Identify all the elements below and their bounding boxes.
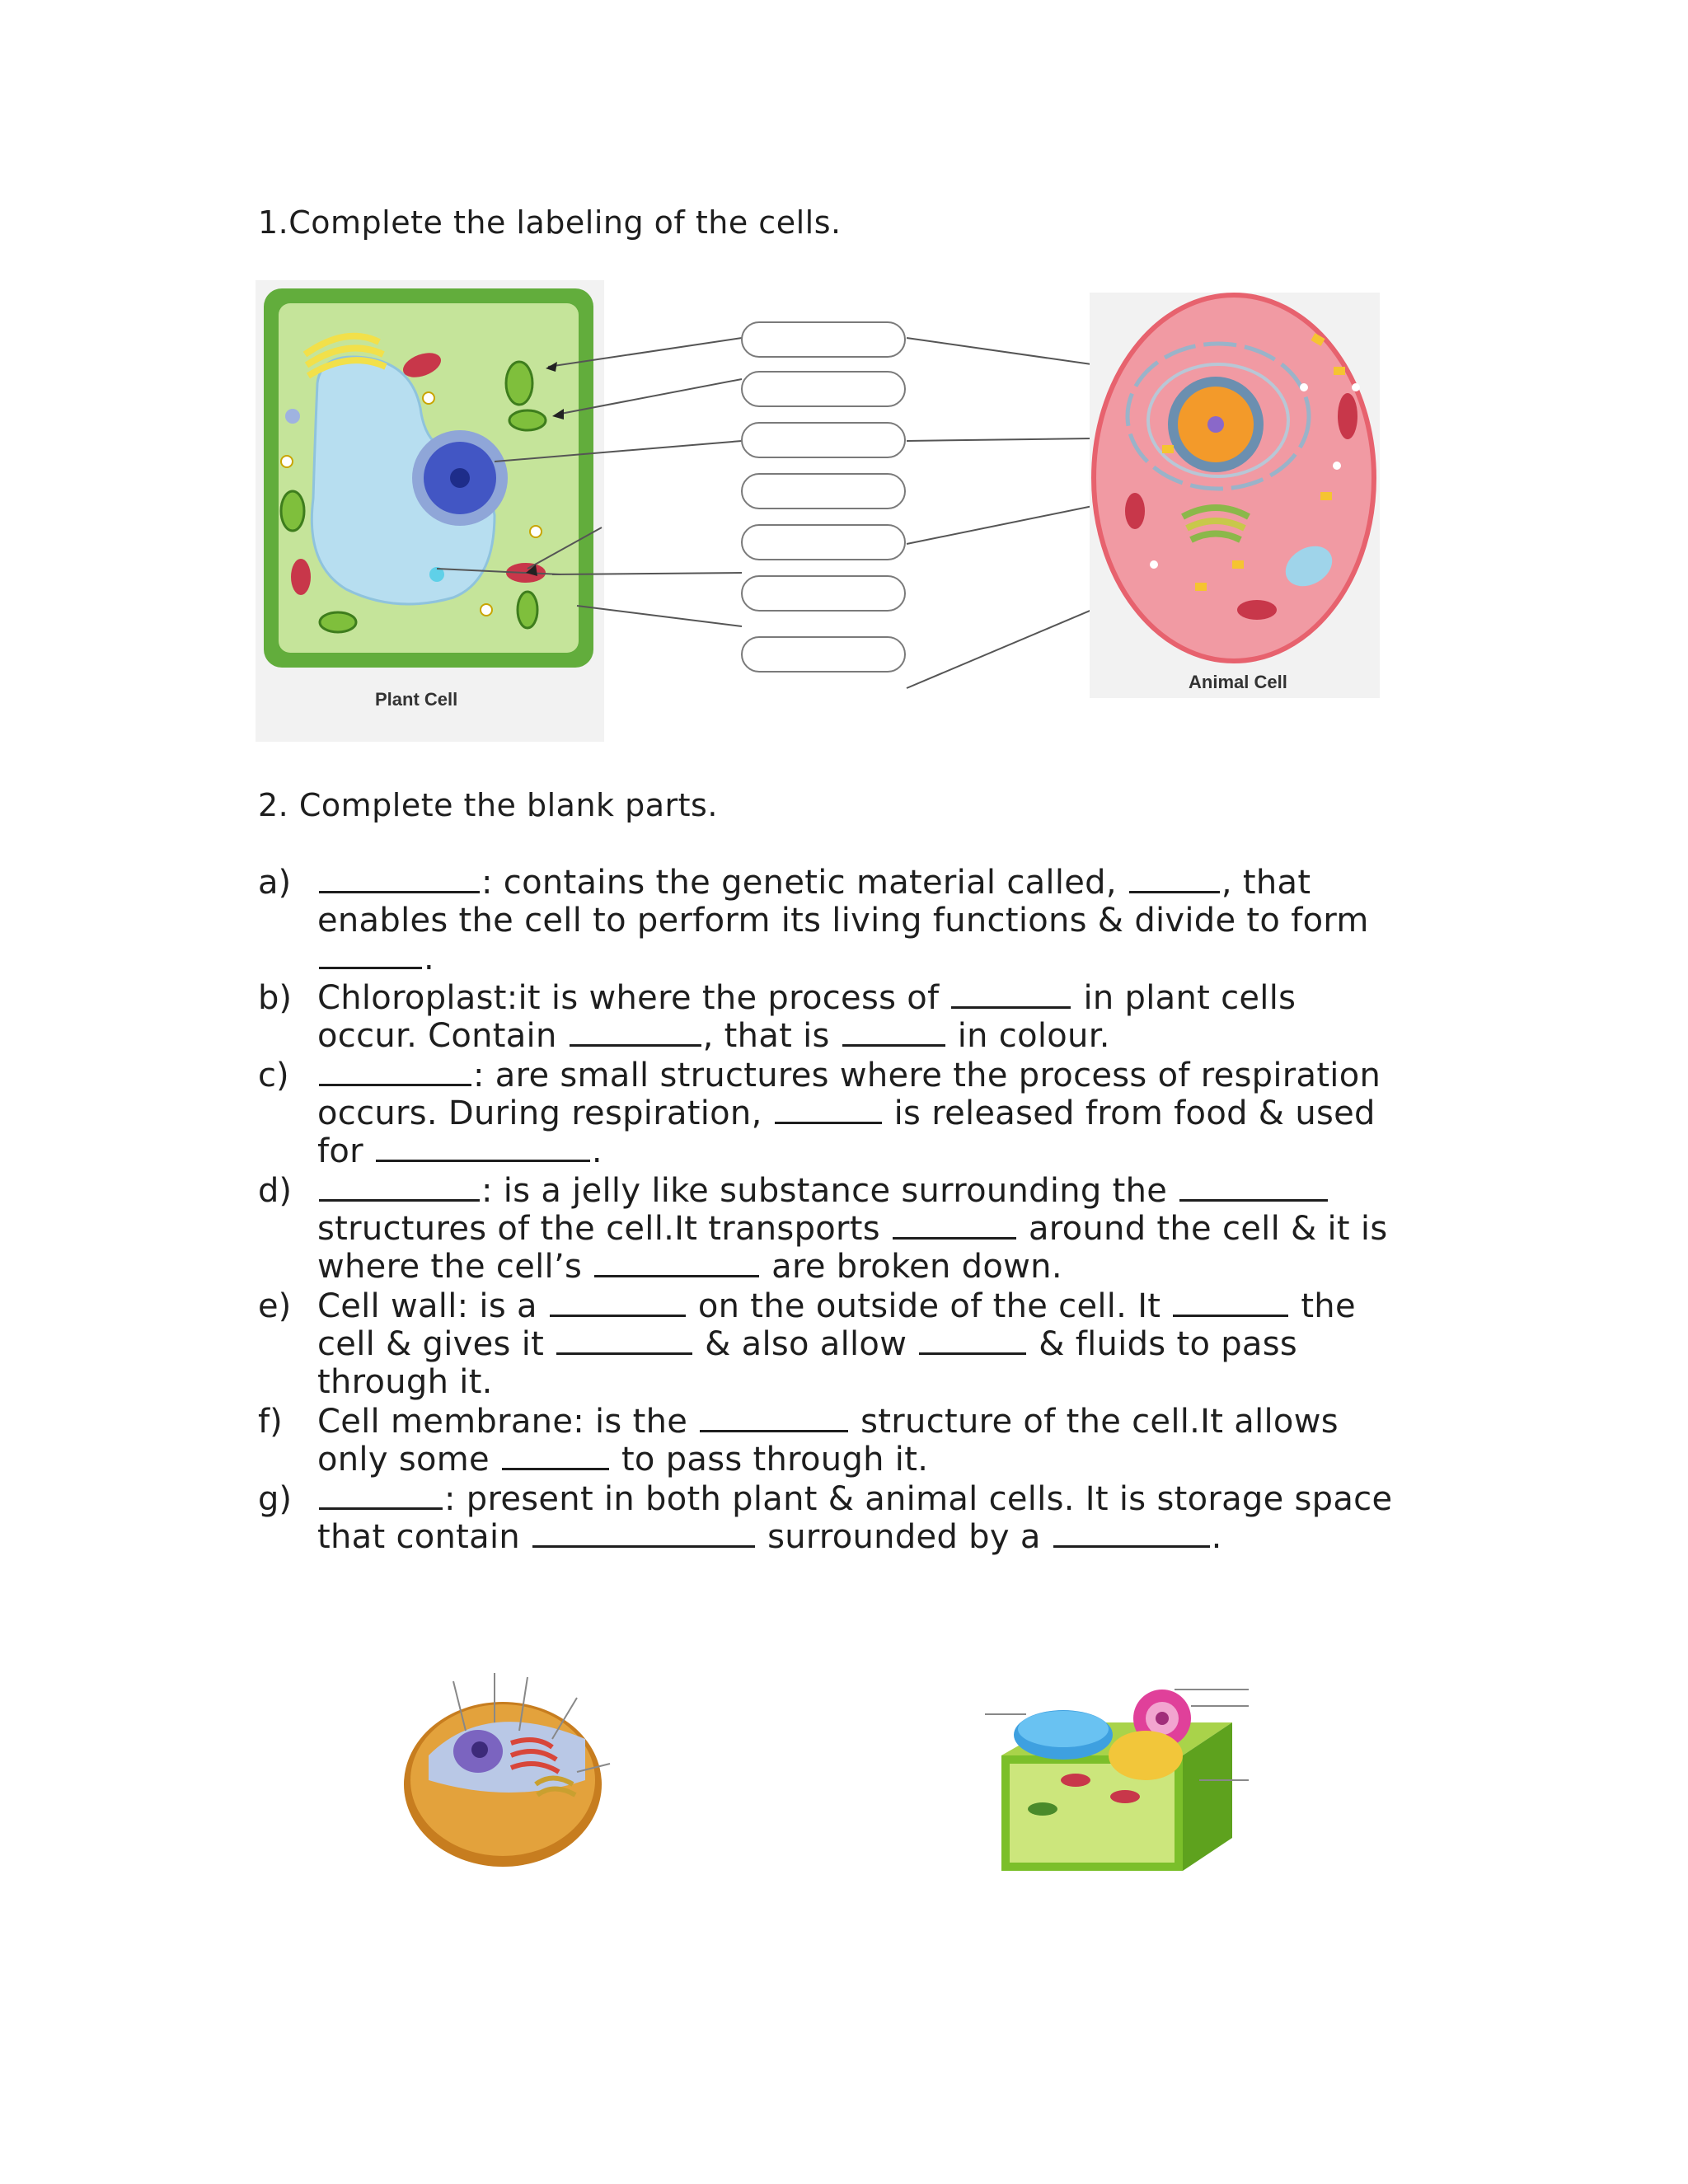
question-text: the <box>1301 1287 1356 1325</box>
question-a-line-1 <box>317 864 1311 902</box>
question-c-line-3 <box>317 1132 603 1170</box>
question-a-line-2: enables the cell to perform its living functions & divide to form <box>317 902 1369 940</box>
answer-blank[interactable] <box>893 1211 1016 1240</box>
mitochondrion <box>1125 493 1145 529</box>
question-text: & fluids to pass <box>1039 1325 1298 1363</box>
question-text: to pass through it. <box>621 1441 929 1479</box>
question-text: around the cell & it is <box>1028 1210 1388 1248</box>
plant-nucleolus <box>450 468 470 488</box>
question-text: structure of the cell.It allows <box>860 1403 1339 1441</box>
question-f-line-1 <box>317 1403 1339 1441</box>
chloroplast <box>320 612 356 632</box>
answer-blank[interactable] <box>775 1095 882 1124</box>
question-text: that contain <box>317 1518 521 1556</box>
answer-blank[interactable] <box>1173 1288 1288 1317</box>
label-box-2[interactable] <box>741 371 906 407</box>
question-f-line-2 <box>317 1441 928 1479</box>
question-text: surrounded by a <box>767 1518 1041 1556</box>
question-text: only some <box>317 1441 490 1479</box>
question-c-letter: c) <box>258 1057 289 1094</box>
label-box-5[interactable] <box>741 524 906 560</box>
chloroplast <box>509 410 546 430</box>
question-text: : present in both plant & animal cells. It is storage space <box>444 1480 1393 1518</box>
question-text: occurs. During respiration, <box>317 1094 762 1132</box>
question-text: : are small structures where the process of respiration <box>473 1057 1381 1094</box>
question-b-line-2 <box>317 1017 1110 1055</box>
question-e-line-3: through it. <box>317 1363 493 1401</box>
chloroplast <box>518 592 537 628</box>
question-a-letter: a) <box>258 864 292 902</box>
answer-blank[interactable] <box>502 1441 609 1470</box>
chloroplast <box>281 491 304 531</box>
question-b-letter: b) <box>258 979 292 1017</box>
label-box-3[interactable] <box>741 422 906 458</box>
question-e-line-2 <box>317 1325 1297 1363</box>
question-d-line-2 <box>317 1210 1388 1248</box>
question-g-letter: g) <box>258 1480 292 1518</box>
question-a-line-3 <box>317 940 434 977</box>
question-text: for <box>317 1132 363 1170</box>
answer-blank[interactable] <box>1179 1173 1328 1202</box>
answer-blank[interactable] <box>319 1057 471 1086</box>
question-text: , that <box>1221 864 1311 902</box>
question-text: in plant cells <box>1083 979 1296 1017</box>
question-c-line-2 <box>317 1094 1376 1132</box>
question-d-line-1 <box>317 1172 1329 1210</box>
question-f-letter: f) <box>258 1403 283 1441</box>
question-text: , that is <box>702 1017 830 1055</box>
answer-blank[interactable] <box>570 1018 701 1047</box>
question-text: : contains the genetic material called, <box>481 864 1117 902</box>
answer-blank[interactable] <box>532 1519 755 1548</box>
answer-blank[interactable] <box>319 1173 480 1202</box>
question-text: . <box>591 1132 603 1170</box>
question-b-line-1 <box>317 979 1296 1017</box>
animal-cell-membrane <box>1094 295 1374 661</box>
animal-cell-caption: Animal Cell <box>1189 672 1287 692</box>
chloroplast <box>506 362 532 405</box>
answer-blank[interactable] <box>594 1249 759 1277</box>
label-box-1[interactable] <box>741 321 906 358</box>
answer-blank[interactable] <box>550 1288 686 1317</box>
animal-cell-3d-illustration <box>387 1665 635 1879</box>
question-text: : is a jelly like substance surrounding the <box>481 1172 1168 1210</box>
question-text: Cell membrane: is the <box>317 1403 688 1441</box>
mitochondrion <box>291 559 311 595</box>
question-text: Chloroplast:it is where the process of <box>317 979 940 1017</box>
plant-cell-caption: Plant Cell <box>375 689 458 710</box>
question-text: where the cell’s <box>317 1248 583 1286</box>
question-text: & also allow <box>705 1325 907 1363</box>
animal-nucleolus <box>1207 416 1224 433</box>
question-d-letter: d) <box>258 1172 292 1210</box>
answer-blank[interactable] <box>1053 1519 1210 1548</box>
answer-blank[interactable] <box>919 1326 1026 1355</box>
question-g-line-1 <box>317 1480 1392 1518</box>
question-text: on the outside of the cell. It <box>697 1287 1161 1325</box>
mitochondrion <box>1237 600 1277 620</box>
question-text: in colour. <box>957 1017 1110 1055</box>
question-2-title: 2. Complete the blank parts. <box>258 787 718 823</box>
question-e-line-1 <box>317 1287 1356 1325</box>
question-text: occur. Contain <box>317 1017 557 1055</box>
plant-cell-3d-illustration <box>985 1665 1257 1912</box>
question-g-line-2 <box>317 1518 1222 1556</box>
answer-blank[interactable] <box>556 1326 692 1355</box>
question-text: cell & gives it <box>317 1325 545 1363</box>
question-text: is released from food & used <box>893 1094 1376 1132</box>
answer-blank[interactable] <box>1129 865 1220 893</box>
question-1-title: 1.Complete the labeling of the cells. <box>258 204 842 241</box>
question-text: are broken down. <box>771 1248 1062 1286</box>
answer-blank[interactable] <box>319 865 480 893</box>
answer-blank[interactable] <box>319 1481 443 1510</box>
answer-blank[interactable] <box>319 940 422 969</box>
answer-blank[interactable] <box>842 1018 945 1047</box>
question-e-letter: e) <box>258 1287 292 1325</box>
label-box-4[interactable] <box>741 473 906 509</box>
answer-blank[interactable] <box>376 1133 590 1162</box>
question-c-line-1 <box>317 1057 1381 1094</box>
answer-blank[interactable] <box>700 1404 848 1432</box>
question-text: Cell wall: is a <box>317 1287 537 1325</box>
answer-blank[interactable] <box>951 980 1071 1009</box>
label-box-7[interactable] <box>741 636 906 673</box>
question-text: . <box>1211 1518 1222 1556</box>
question-d-line-3 <box>317 1248 1062 1286</box>
question-text: structures of the cell.It transports <box>317 1210 880 1248</box>
question-text: . <box>424 940 435 977</box>
mitochondrion <box>1338 393 1357 439</box>
label-box-6[interactable] <box>741 575 906 612</box>
